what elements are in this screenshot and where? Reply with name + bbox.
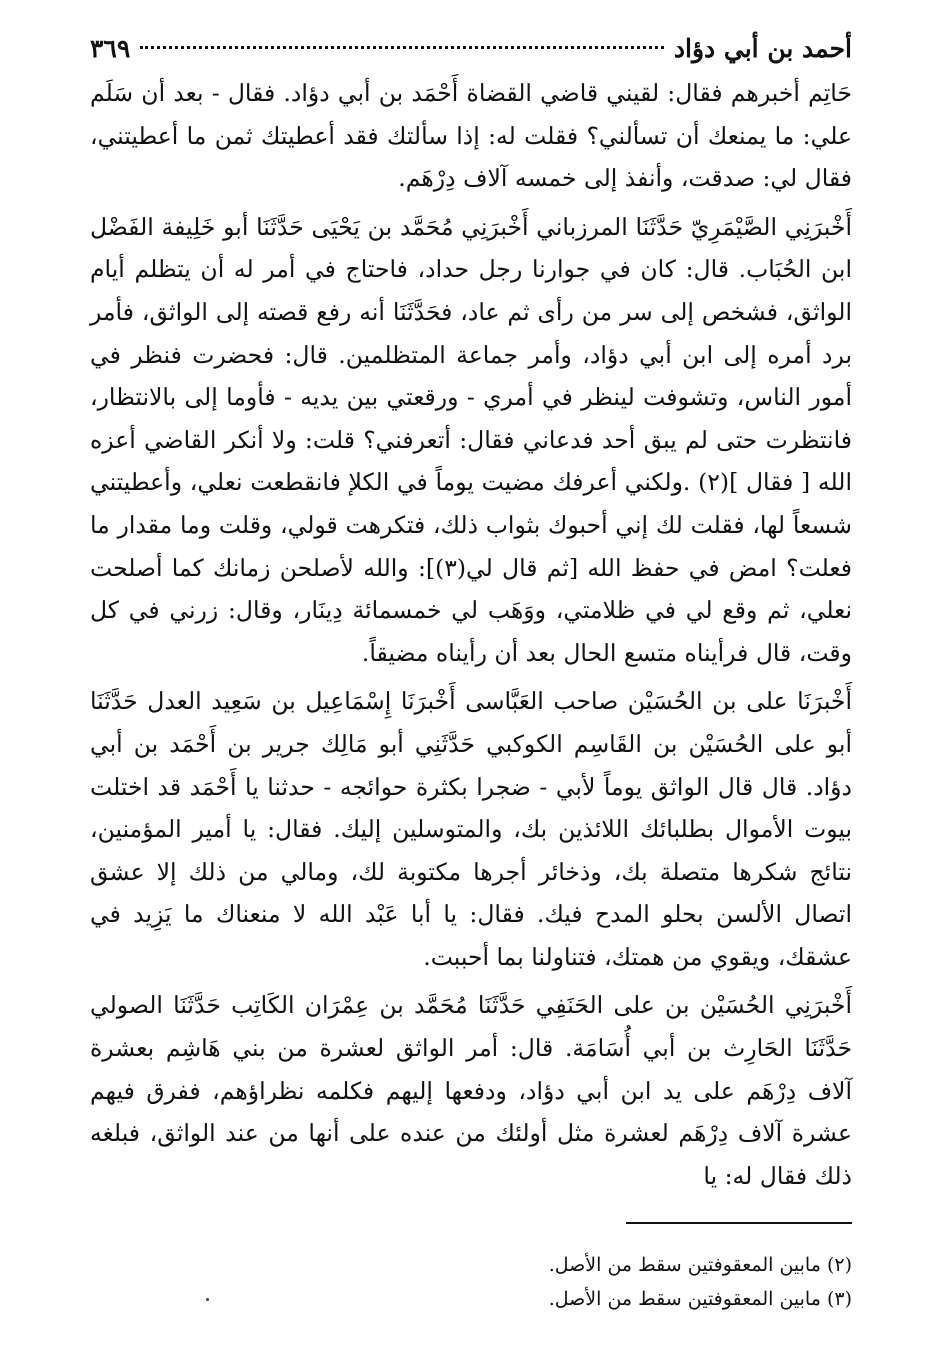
footnote-2: (٢) مابين المعقوفتين سقط من الأصل. <box>548 1254 852 1276</box>
book-page <box>90 28 852 1310</box>
footnotes <box>90 1248 852 1316</box>
page-number: ٣٦٩ <box>90 34 131 63</box>
scan-speck <box>206 1298 209 1301</box>
paragraph-1: حَاتِم أخبرهم فقال: لقيني قاضي القضاة أَحْمَد بن أبي دؤاد. فقال - بعد أن سَلَم علي: ما يمنعك أن تسألني؟ فقلت له: إذا سألتك فقد أعطيتك ثمن ما أعطيتني، فقال لي: صدقت، وأنفذ إلى خمسه آلاف دِرْهَم. <box>90 79 852 193</box>
leader-dots <box>140 46 664 49</box>
footnote-separator <box>626 1222 852 1224</box>
body-text <box>90 72 852 1197</box>
paragraph-3: أَخْبرَنَا على بن الحُسَيْن صاحب العَبَّاسى أَخْبرَنَا إِسْمَاعِيل بن سَعِيد العدل حَدَّثَنَا أبو على الحُسَيْن بن القَاسِم الكوكبي حَدَّثَنِي أبو مَالِك جرير بن أَحْمَد بن أبي دؤاد. قال قال الواثق يوماً لأبي - ضجرا بكثرة حوائجه - حدثنا يا أَحْمَد قد اختلت بيوت الأموال بطلبائك اللائذين بك، والمتوسلين إليك. فقال: يا أمير المؤمنين، نتائج شكرها متصلة بك، وذخائر أجرها مكتوبة لك، ومالي من ذلك إلا عشق اتصال الألسن بحلو المدح فيك. فقال: يا أبا عَبْد الله لا منعناك ما يَزِيد في عشقك، ويقوي من همتك، فتناولنا بما أحببت. <box>90 687 852 971</box>
paragraph-2: أَخْبرَنِي الصَّيْمَرِيّ حَدَّثَنَا المرزباني أَخْبرَنِي مُحَمَّد بن يَحْيَى حَدَّثَنَا أبو خَلِيفة الفَضْل ابن الحُبَاب. قال: كان في جوارنا رجل حداد، فاحتاج في أمر له أن يتظلم أيام الواثق، فشخص إلى سر من رأى ثم عاد، فحَدَّثَنَا أنه رفع قصته إلى الواثق، فأمر برد أمره إلى ابن أبي دؤاد، وأمر جماعة المتظلمين. قال: فحضرت فنظر في أمور الناس، وتشوفت لينظر في أمري - ورقعتي بين يديه - فأوما إلى بالانتظار، فانتظرت حتى لم يبق أحد فدعاني فقال: أتعرفني؟ قلت: ولا أنكر القاضي أعزه الله [ فقال ](٢) .ولكني أعرفك مضيت يوماً في الكلإ فانقطعت نعلي، وأعطيتني شسعاً لها، فقلت لك إني أحبوك بثواب ذلك، فتكرهت قولي، وقلت وما مقدار ما فعلت؟ امض في حفظ الله [ثم قال لي(٣)]: والله لأصلحن زمانك كما أصلحت نعلي، ثم وقع لي في ظلامتي، ووَهَب لي خمسمائة دِينَار، وقال: زرني في كل وقت، قال فرأيناه متسع الحال بعد أن رأيناه مضيقاً. <box>90 212 852 667</box>
running-header <box>90 28 852 70</box>
chapter-title: أحمد بن أبي دؤاد <box>673 34 852 63</box>
footnote-3: (٣) مابين المعقوفتين سقط من الأصل. <box>548 1288 852 1310</box>
paragraph-4: أَخْبرَنِي الحُسَيْن بن على الحَنَفِي حَدَّثَنَا مُحَمَّد بن عِمْرَان الكَاتِب حَدَّثَنَا الصولي حَدَّثَنَا الحَارِث بن أبي أُسَامَة. قال: أمر الواثق لعشرة من بني هَاشِم بعشرة آلاف دِرْهَم على يد ابن أبي دؤاد، ودفعها إليهم فكلمه نظراؤهم، ففرق فيهم عشرة آلاف دِرْهَم لعشرة مثل أولئك من عنده على أنها من عند الواثق، فبلغه ذلك فقال له: يا <box>90 991 852 1190</box>
